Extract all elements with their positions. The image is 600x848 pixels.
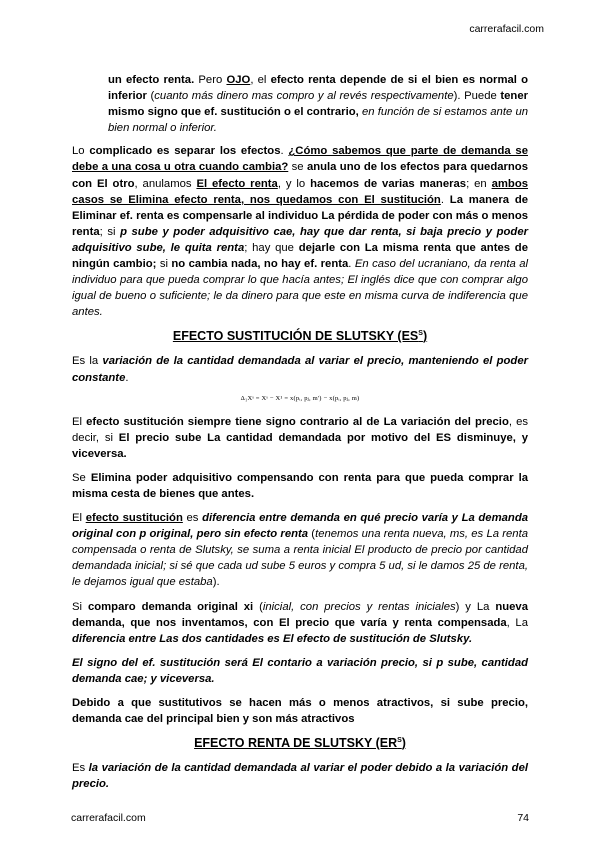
heading-efecto-renta: EFECTO RENTA DE SLUTSKY $(ER^S)$	[194, 736, 406, 751]
paragraph-sustitutivos: Debido a que sustitutivos se hacen más o menos atractivos, si sube precio, demanda cae del principal bien y son más atractivos	[72, 697, 528, 726]
paragraph-definicion-diferencia: El efecto sustitución es diferencia entre demanda en qué precio varía y La demanda original con p original, pero sin efecto renta (tenemos una renta nueva, ms, es La renta compensada o renta de Slutsky, se suma a renta inicial El producto de precio por cantidad demandada inicial; si sé que cada ud sube 5 euros y compra 5 ud, si le damos 25 de renta, le dejamos igual que estaba).	[72, 512, 529, 589]
paragraph-definicion-es: Es la variación de la cantidad demandada al variar el precio, manteniendo el poder constante.	[72, 355, 528, 384]
paragraph-elimina-poder: Se Elimina poder adquisitivo compensando con renta para que pueda comprar la misma cesta de bienes que antes.	[72, 471, 528, 500]
page-number: 74	[517, 812, 529, 824]
paragraph-signo-contrario: El signo del ef. sustitución será El contario a variación precio, si p sube, cantidad demanda cae; y viceversa.	[72, 656, 528, 685]
paragraph-signo-es: El efecto sustitución siempre tiene signo contrario al de La variación del precio, es decir, si El precio sube La cantidad demandada por motivo del ES disminuye, y viceversa.	[72, 415, 529, 460]
paragraph-separar-efectos: Lo complicado es separar los efectos. ¿Cómo sabemos que parte de demanda se debe a una cosa u otra cuando cambia? se anula uno de los efectos para quedarnos con El otro, anulamos El efecto renta, y lo hacemos de varias maneras; en ambos casos se Elimina efecto renta, nos quedamos con El sustitución. La manera de Eliminar ef. renta es compensarle al individuo La pérdida de poder con más o menos renta; si p sube y poder adquisitivo cae, hay que dar renta, si baja precio y poder adquisitivo sube, le quita renta; hay que dejarle con La misma renta que antes de ningún cambio; si no cambia nada, no hay ef. renta. En caso del ucraniano, da renta al individuo para que pueda comprar lo que hacía antes; El inglés dice que con comprar algo igual de bueno o suficiente; le da dinero para que este en misma curva de indiferencia que antes.	[72, 145, 529, 319]
footer-site: carrerafacil.com	[71, 812, 146, 824]
heading-efecto-sustitucion: EFECTO SUSTITUCIÓN DE SLUTSKY $(ES^S)$	[172, 329, 428, 344]
slutsky-formula: Δ₁Xˢ = Xˢ − X¹ = x(pᵢ, pⱼ, m') − x(pᵢ, pⱼ, m)	[240, 394, 360, 402]
page-content	[72, 72, 528, 800]
paragraph-comparacion-demanda: Si comparo demanda original xi (inicial, con precios y rentas iniciales) y La nueva demanda, que nos inventamos, con El precio que varía y renta compensada, La diferencia entre Las dos cantidades es El efecto de sustitución de Slutsky.	[72, 600, 528, 645]
paragraph-efecto-renta-signo: un efecto renta. Pero OJO, el efecto renta depende de si el bien es normal o inferior (cuanto más dinero mas compro y al revés respectivamente). Puede tener mismo signo que ef. sustitución o el contrario, en función de si estamos ante un bien normal o inferior.	[108, 74, 529, 135]
paragraph-definicion-er: Es la variación de la cantidad demandada al variar el poder debido a la variación del precio.	[72, 762, 528, 791]
header-site: carrerafacil.com	[469, 23, 544, 35]
